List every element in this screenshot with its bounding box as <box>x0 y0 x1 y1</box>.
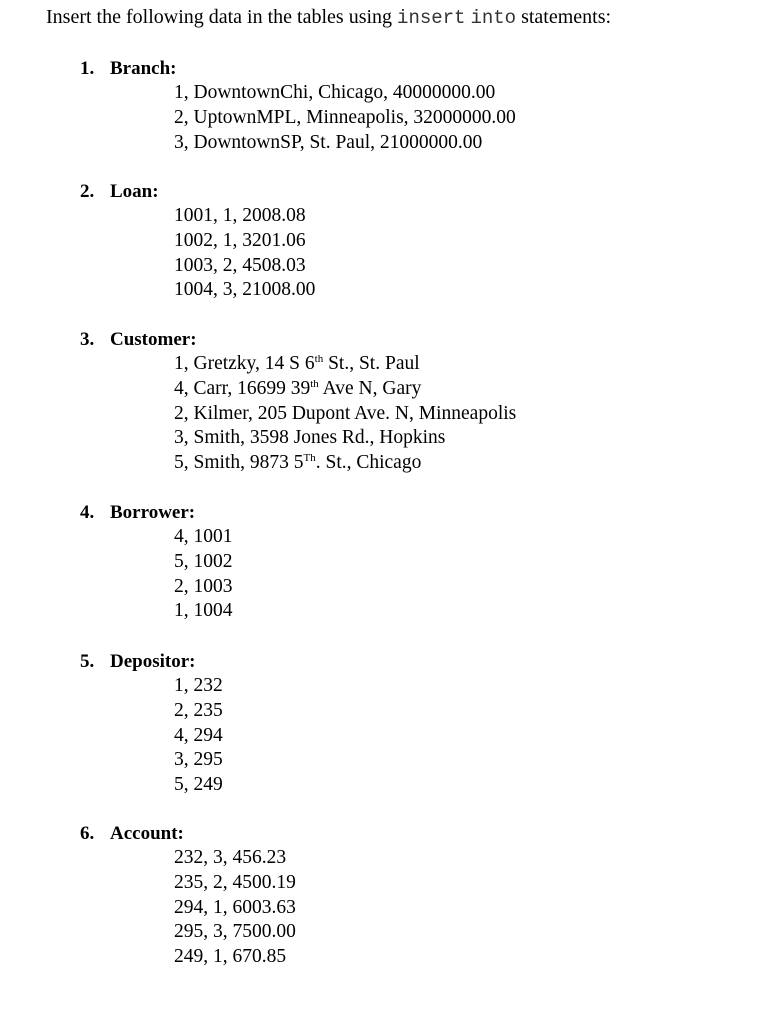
insert-keyword: insert <box>397 7 466 29</box>
section-number: 3. <box>80 329 95 350</box>
data-row: 4, 294 <box>174 724 223 746</box>
data-row: 4, Carr, 16699 39th Ave N, Gary <box>174 377 422 399</box>
data-row: 1002, 1, 3201.06 <box>174 229 306 251</box>
section-number: 6. <box>80 823 95 844</box>
data-row: 232, 3, 456.23 <box>174 847 287 868</box>
section-title: Depositor: <box>110 651 196 672</box>
data-row: 249, 1, 670.85 <box>174 946 287 968</box>
section-branch <box>80 56 516 155</box>
data-row: 3, Smith, 3598 Jones Rd., Hopkins <box>174 427 446 449</box>
data-rows <box>174 846 296 970</box>
data-row: 1, 232 <box>174 675 223 696</box>
section-title: Loan: <box>110 181 159 202</box>
data-rows <box>174 352 516 476</box>
data-row: 5, Smith, 9873 5Th. St., Chicago <box>174 452 422 474</box>
section-heading <box>80 327 516 352</box>
section-heading <box>80 649 223 674</box>
data-row: 2, 1003 <box>174 575 233 597</box>
instruction-suffix: statements: <box>521 6 612 28</box>
data-row: 2, UptownMPL, Minneapolis, 32000000.00 <box>174 106 516 128</box>
data-rows <box>174 204 315 303</box>
section-number: 4. <box>80 502 95 523</box>
instruction-prefix: Insert the following data in the tables using <box>46 6 393 28</box>
data-row: 3, 295 <box>174 749 223 771</box>
section-title: Account: <box>110 823 184 844</box>
section-heading <box>80 56 516 81</box>
section-title: Customer: <box>110 329 197 350</box>
section-customer <box>80 327 516 476</box>
data-row: 1, Gretzky, 14 S 6th St., St. Paul <box>174 353 420 374</box>
data-row: 4, 1001 <box>174 526 233 547</box>
section-depositor <box>80 649 223 798</box>
section-number: 1. <box>80 58 95 79</box>
data-row: 2, Kilmer, 205 Dupont Ave. N, Minneapolis <box>174 402 517 424</box>
section-title: Borrower: <box>110 502 196 523</box>
section-heading <box>80 821 296 846</box>
section-heading <box>80 500 233 525</box>
section-borrower <box>80 500 233 624</box>
data-row: 295, 3, 7500.00 <box>174 921 296 943</box>
data-row: 294, 1, 6003.63 <box>174 896 296 918</box>
data-row: 5, 1002 <box>174 550 233 572</box>
section-title: Branch: <box>110 58 177 79</box>
section-number: 2. <box>80 181 95 202</box>
data-rows <box>174 81 516 155</box>
data-row: 1003, 2, 4508.03 <box>174 254 306 276</box>
into-keyword: into <box>470 7 517 29</box>
data-rows <box>174 525 233 624</box>
data-row: 235, 2, 4500.19 <box>174 871 296 893</box>
data-row: 3, DowntownSP, St. Paul, 21000000.00 <box>174 131 483 153</box>
data-row: 1, 1004 <box>174 600 233 622</box>
section-heading <box>80 179 315 204</box>
data-row: 1, DowntownChi, Chicago, 40000000.00 <box>174 82 496 103</box>
data-row: 1004, 3, 21008.00 <box>174 279 316 301</box>
data-row: 2, 235 <box>174 699 223 721</box>
data-row: 1001, 1, 2008.08 <box>174 205 306 226</box>
data-rows <box>174 674 223 798</box>
section-number: 5. <box>80 651 95 672</box>
section-loan <box>80 179 315 303</box>
section-account <box>80 821 296 970</box>
instruction-text <box>46 4 611 31</box>
data-row: 5, 249 <box>174 774 223 796</box>
